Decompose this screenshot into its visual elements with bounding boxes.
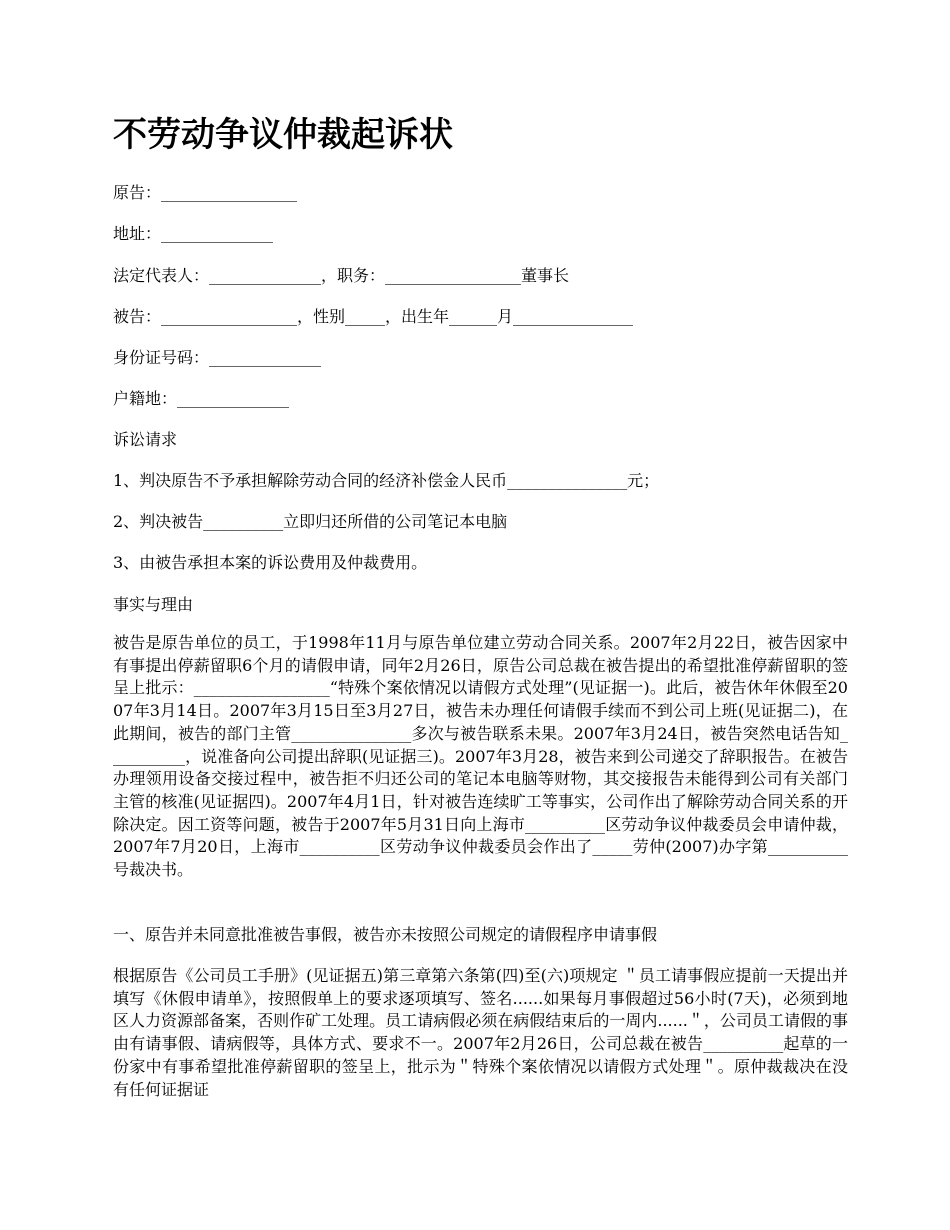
facts-paragraph: 被告是原告单位的员工，于1998年11月与原告单位建立劳动合同关系。2007年2月22日，被告因家中有事提出停薪留职6个月的请假申请，同年2月26日，原告公司总裁在被告提出的希望批准停薪留职的签呈上批示：_________________“特殊个案依情况以请假方式处理”(见证据一)。此后，被告休年休假至2007年3月14日。2007年3月15日至3月27日，被告未办理任何请假手续而不到公司上班(见证据二)，在此期间，被告的部门主管_______________多次与被告联系未果。2007年3月24日，被告突然电话告知__________，说准备向公司提出辞职(见证据三)。2007年3月28，被告来到公司递交了辞职报告。在被告办理领用设备交接过程中，被告拒不归还公司的笔记本电脑等财物，其交接报告未能得到公司有关部门主管的核准(见证据四)。2007年4月1日，针对被告连续旷工等事实，公司作出了解除劳动合同关系的开除决定。因工资等问题，被告于2007年5月31日向上海市__________区劳动争议仲裁委员会申请仲裁，2007年7月20日，上海市__________区劳动争议仲裁委员会作出了_____劳仲(2007)办字第__________号裁决书。 bbox=[113, 633, 848, 880]
address-field: 地址：______________ bbox=[113, 224, 274, 243]
reason-one-paragraph: 根据原告《公司员工手册》(见证据五)第三章第六条第(四)至(六)项规定 ＂员工请事假应提前一天提出并填写《休假申请单》，按照假单上的要求逐项填写、签名......如果每月事假超过56小时(7天)，必须到地区人力资源部备案，否则作矿工处理。员工请病假必须在病假结束后的一周内......＂，公司员工请假的事由有请事假、请病假等，具体方式、要求不一。2007年2月26日，公司总裁在被告__________起草的一份家中有事希望批准停薪留职的签呈上，批示为＂特殊个案依情况以请假方式处理＂。原仲裁裁决在没有任何证据证 bbox=[113, 966, 848, 1099]
id-number-field: 身份证号码：______________ bbox=[113, 348, 322, 367]
legal-representative-field: 法定代表人：______________，职务：_________________董事长 bbox=[113, 266, 570, 285]
reason-one-heading: 一、原告并未同意批准被告事假，被告亦未按照公司规定的请假程序申请事假 bbox=[113, 925, 658, 944]
facts-heading: 事实与理由 bbox=[113, 595, 194, 614]
claims-heading: 诉讼请求 bbox=[113, 430, 178, 449]
claim-item: 3、由被告承担本案的诉讼费用及仲裁费用。 bbox=[113, 553, 428, 572]
plaintiff-field: 原告：_________________ bbox=[113, 183, 298, 202]
document-title: 不劳动争议仲裁起诉状 bbox=[113, 115, 453, 155]
claim-item: 2、判决被告__________立即归还所借的公司笔记本电脑 bbox=[113, 512, 508, 531]
household-field: 户籍地：______________ bbox=[113, 389, 290, 408]
defendant-field: 被告：_________________，性别_____，出生年______月_______________ bbox=[113, 307, 634, 326]
claim-item: 1、判决原告不予承担解除劳动合同的经济补偿金人民币_______________元； bbox=[113, 471, 660, 490]
